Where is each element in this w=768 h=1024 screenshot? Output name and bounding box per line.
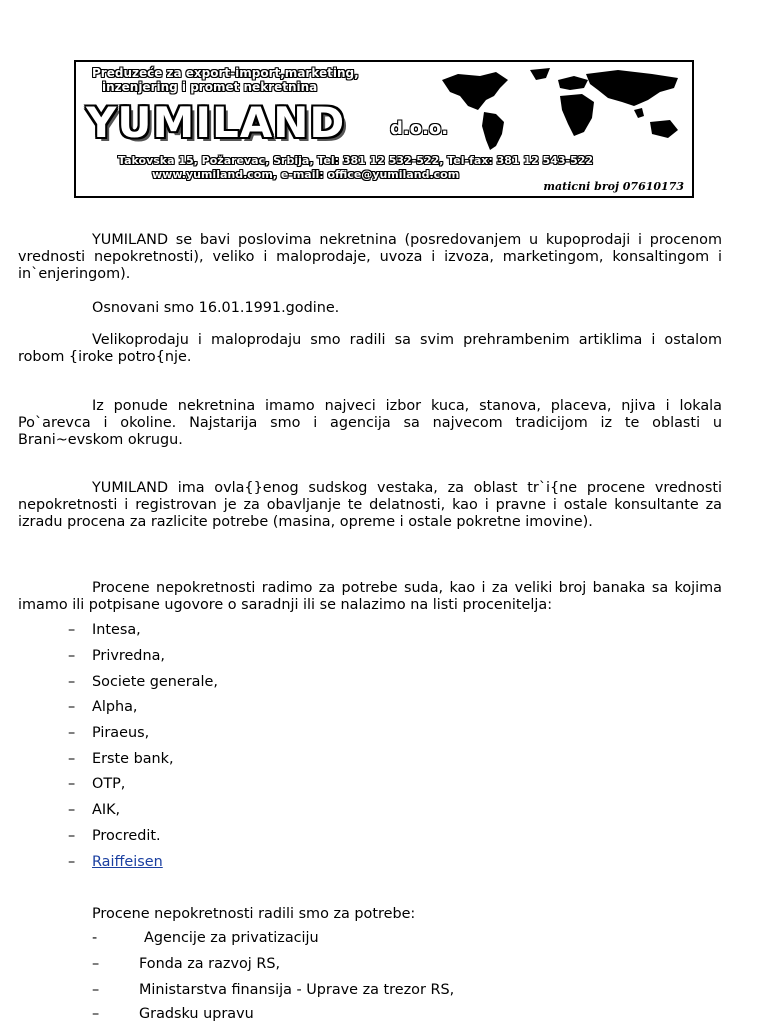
raiffeisen-link[interactable]: Raiffeisen — [92, 854, 163, 870]
brand-logo-text: YUMILAND — [86, 98, 346, 147]
registration-number: maticni broj 07610173 — [543, 180, 684, 193]
paragraph-about: YUMILAND se bavi poslovima nekretnina (posredovanjem u kupoprodaji i procenom vrednosti nepokretnosti), veliko i maloprodaje, uvoza i izvoza, marketingom, konsaltingom i in`enjeringom). — [18, 232, 722, 282]
letterhead-line2: inzenjering i promet nekretnina — [102, 80, 318, 94]
paragraph-banks-intro: Procene nepokretnosti radimo za potrebe suda, kao i za veliki broj banaka sa kojima imamo ili potpisane ugovore o saradnji ili se nalazimo na listi procenitelja: — [18, 580, 722, 613]
paragraph-founded: Osnovani smo 16.01.1991.godine. — [92, 300, 340, 316]
letterhead — [74, 60, 694, 198]
paragraph-wholesale: Velikoprodaju i maloprodaju smo radili sa svim prehrambenim artiklima i ostalom robom {iroke potro{nje. — [18, 332, 722, 365]
letterhead-web: www.yumiland.com, e-mail: office@yumiland.com — [152, 168, 460, 181]
world-map-icon — [438, 66, 690, 154]
legal-form: d.o.o. — [390, 118, 449, 139]
letterhead-address: Takovska 15, Požarevac, Srbija, Tel: 381 12 532-522, Tel-fax: 381 12 543-522 — [118, 154, 594, 167]
paragraph-clients-intro: Procene nepokretnosti radili smo za potrebe: — [92, 906, 416, 922]
paragraph-expert: YUMILAND ima ovla{}enog sudskog vestaka, za oblast tr`i{ne procene vrednosti nepokretnosti i registrovan je za obavljanje te delatnosti, kao i pravne i ostale konsultante za izradu procena za razlicite potrebe (masina, opreme i ostale pokretne imovine). — [18, 480, 722, 530]
paragraph-offer: Iz ponude nekretnina imamo najveci izbor kuca, stanova, placeva, njiva i lokala Po`arevca i okoline. Najstarija smo i agencija sa najvecom tradicijom iz te oblasti u Brani~evskom okrugu. — [18, 398, 722, 448]
letterhead-line1: Preduzeće za export-import,marketing, — [92, 66, 359, 80]
